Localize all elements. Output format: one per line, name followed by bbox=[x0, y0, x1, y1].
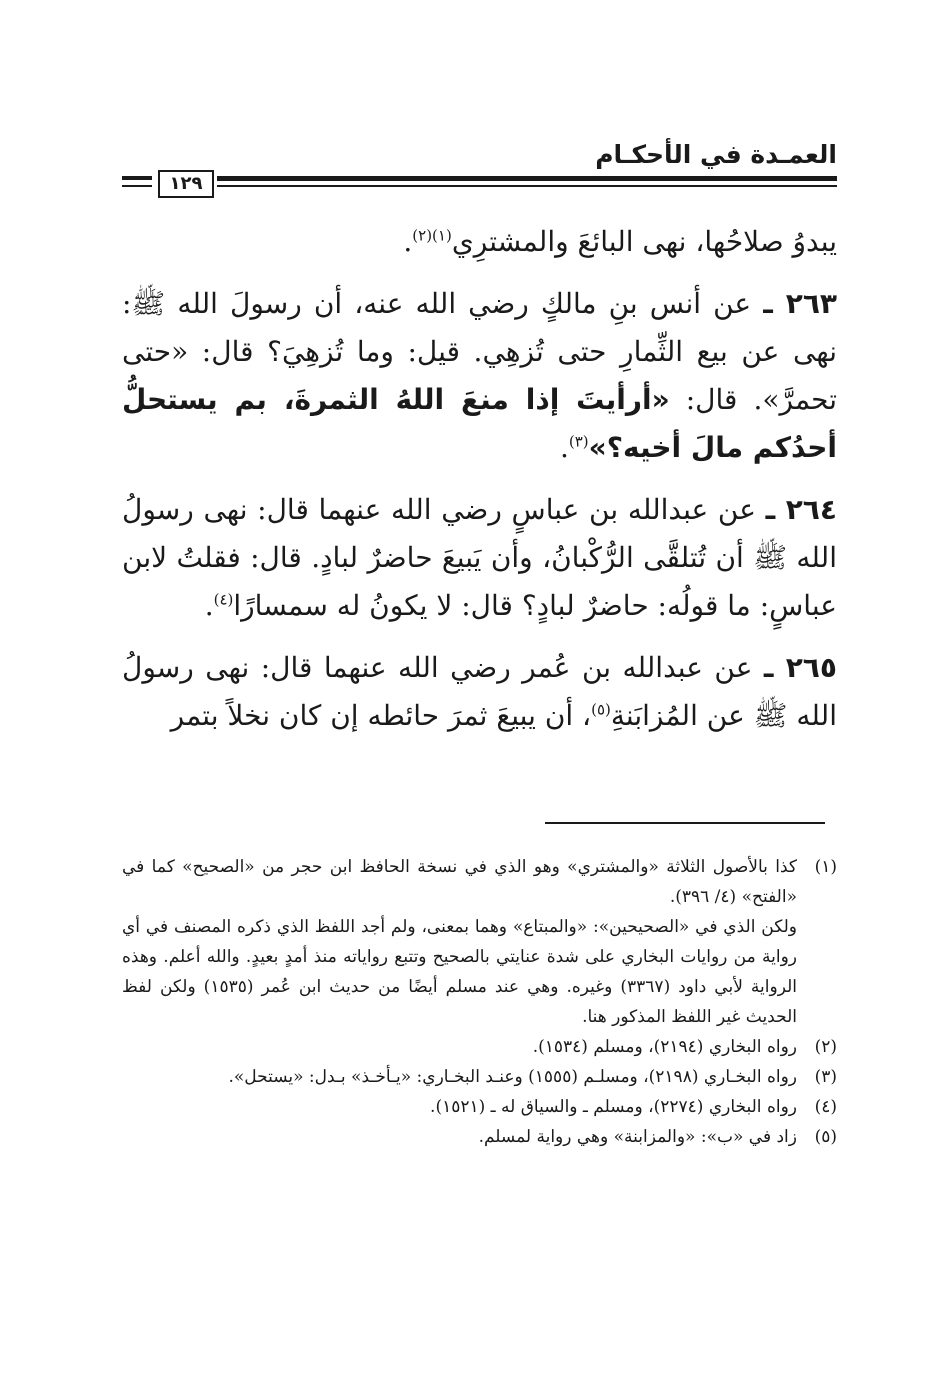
footnote-body bbox=[122, 852, 797, 1032]
footnote-body bbox=[122, 1062, 797, 1092]
footnote-separator bbox=[545, 822, 825, 824]
hadith-number: ٢٦٥ ـ bbox=[763, 651, 837, 684]
footnote-ref: (٥) bbox=[591, 700, 611, 719]
hadith-264 bbox=[122, 486, 837, 630]
footnote-label: (١) bbox=[814, 857, 837, 877]
footnote-2 bbox=[122, 1032, 837, 1062]
hadith-text: عن أنس بنِ مالكٍ رضي الله عنه، أن رسولَ الله ﷺ: نهى عن بيع الثِّمارِ حتى تُزهِي. قيل: وما تُزهِيَ؟ قال: «حتى تحمرَّ». قال: bbox=[122, 287, 837, 416]
footnote-body bbox=[122, 1032, 797, 1062]
footnote-label: (٤) bbox=[814, 1097, 837, 1117]
main-text bbox=[122, 218, 837, 754]
continuation-text: يبدوُ صلاحُها، نهى البائعَ والمشترِي bbox=[451, 225, 837, 258]
left-rule-thin bbox=[122, 185, 152, 187]
footnote-line: رواه البخـاري (٢١٩٨)، ومسلـم (١٥٥٥) وعنـد البخـاري: «يـأخـذ» بـدل: «يستحل». bbox=[228, 1067, 797, 1087]
footnote-line: رواه البخاري (٢٢٧٤)، ومسلم ـ والسياق له ـ (١٥٢١). bbox=[430, 1097, 797, 1117]
left-rule-thick bbox=[122, 176, 152, 180]
footnote-label: (٢) bbox=[814, 1037, 837, 1057]
footnote-body bbox=[122, 1122, 797, 1152]
hadith-265 bbox=[122, 644, 837, 740]
hadith-263 bbox=[122, 280, 837, 472]
footnote-1 bbox=[122, 852, 837, 1032]
footnote-5 bbox=[122, 1122, 837, 1152]
footnote-4 bbox=[122, 1092, 837, 1122]
footnote-3 bbox=[122, 1062, 837, 1092]
footnote-ref: (١)(٢) bbox=[412, 226, 452, 245]
footnote-body bbox=[122, 1092, 797, 1122]
footnote-line: ولكن الذي في «الصحيحين»: «والمبتاع» وهما بمعنى، ولم أجد اللفظ الذي ذكره المصنف في أي رواية من روايات البخاري على شدة عنايتي بالصحيح وتتبع رواياته منذ أمدٍ بعيدٍ. والله أعلم. وهذه الرواية لأبي داود (٣٣٦٧) وغيره. وهي عند مسلم أيضًا من حديث ابن عُمر (١٥٣٥) ولكن لفظ الحديث غير اللفظ المذكور هنا. bbox=[122, 917, 797, 1027]
footnotes bbox=[122, 852, 837, 1152]
page-number: ١٢٩ bbox=[158, 170, 214, 198]
hadith-number: ٢٦٤ ـ bbox=[765, 493, 837, 526]
continuation-paragraph bbox=[122, 218, 837, 266]
header-rule-thin bbox=[217, 185, 837, 187]
hadith-text-cont: ، أن يبيعَ ثمرَ حائطه إن كان نخلاً بتمر bbox=[170, 699, 592, 732]
footnote-label: (٣) bbox=[814, 1067, 837, 1087]
continuation-end: . bbox=[403, 225, 413, 258]
hadith-end: . bbox=[204, 589, 214, 622]
hadith-text: عن عبدالله بن عُمر رضي الله عنهما قال: نهى رسولُ الله ﷺ عن المُزابَنةِ bbox=[122, 651, 837, 732]
book-title: العمـدة في الأحكـام bbox=[595, 140, 837, 169]
footnote-line: زاد في «ب»: «والمزابنة» وهي رواية لمسلم. bbox=[478, 1127, 797, 1147]
footnote-line: كذا بالأصول الثلاثة «والمشتري» وهو الذي في نسخة الحافظ ابن حجر من «الصحيح» كما في «الفتح» (٤/ ٣٩٦). bbox=[122, 857, 797, 907]
hadith-number: ٢٦٣ ـ bbox=[763, 287, 838, 320]
hadith-end: . bbox=[559, 431, 569, 464]
hadith-text: عن عبدالله بن عباسٍ رضي الله عنهما قال: نهى رسولُ الله ﷺ أن تُتلقَّى الرُّكْبانُ، وأن يَبيعَ حاضرٌ لبادٍ. قال: فقلتُ لابن عباسٍ: ما قولُه: حاضرٌ لبادٍ؟ قال: لا يكونُ له سمسارًا bbox=[122, 493, 837, 622]
footnote-ref: (٤) bbox=[213, 590, 234, 609]
footnote-label: (٥) bbox=[814, 1127, 837, 1147]
hadith-quote: «أرأيتَ إذا منعَ اللهُ الثمرةَ، بم يستحلُّ أحدُكم مالَ أخيه؟» bbox=[122, 383, 837, 464]
footnote-ref: (٣) bbox=[568, 432, 589, 451]
header-rule-thick bbox=[217, 176, 837, 181]
footnote-line: رواه البخاري (٢١٩٤)، ومسلم (١٥٣٤). bbox=[532, 1037, 797, 1057]
running-header bbox=[122, 138, 837, 198]
